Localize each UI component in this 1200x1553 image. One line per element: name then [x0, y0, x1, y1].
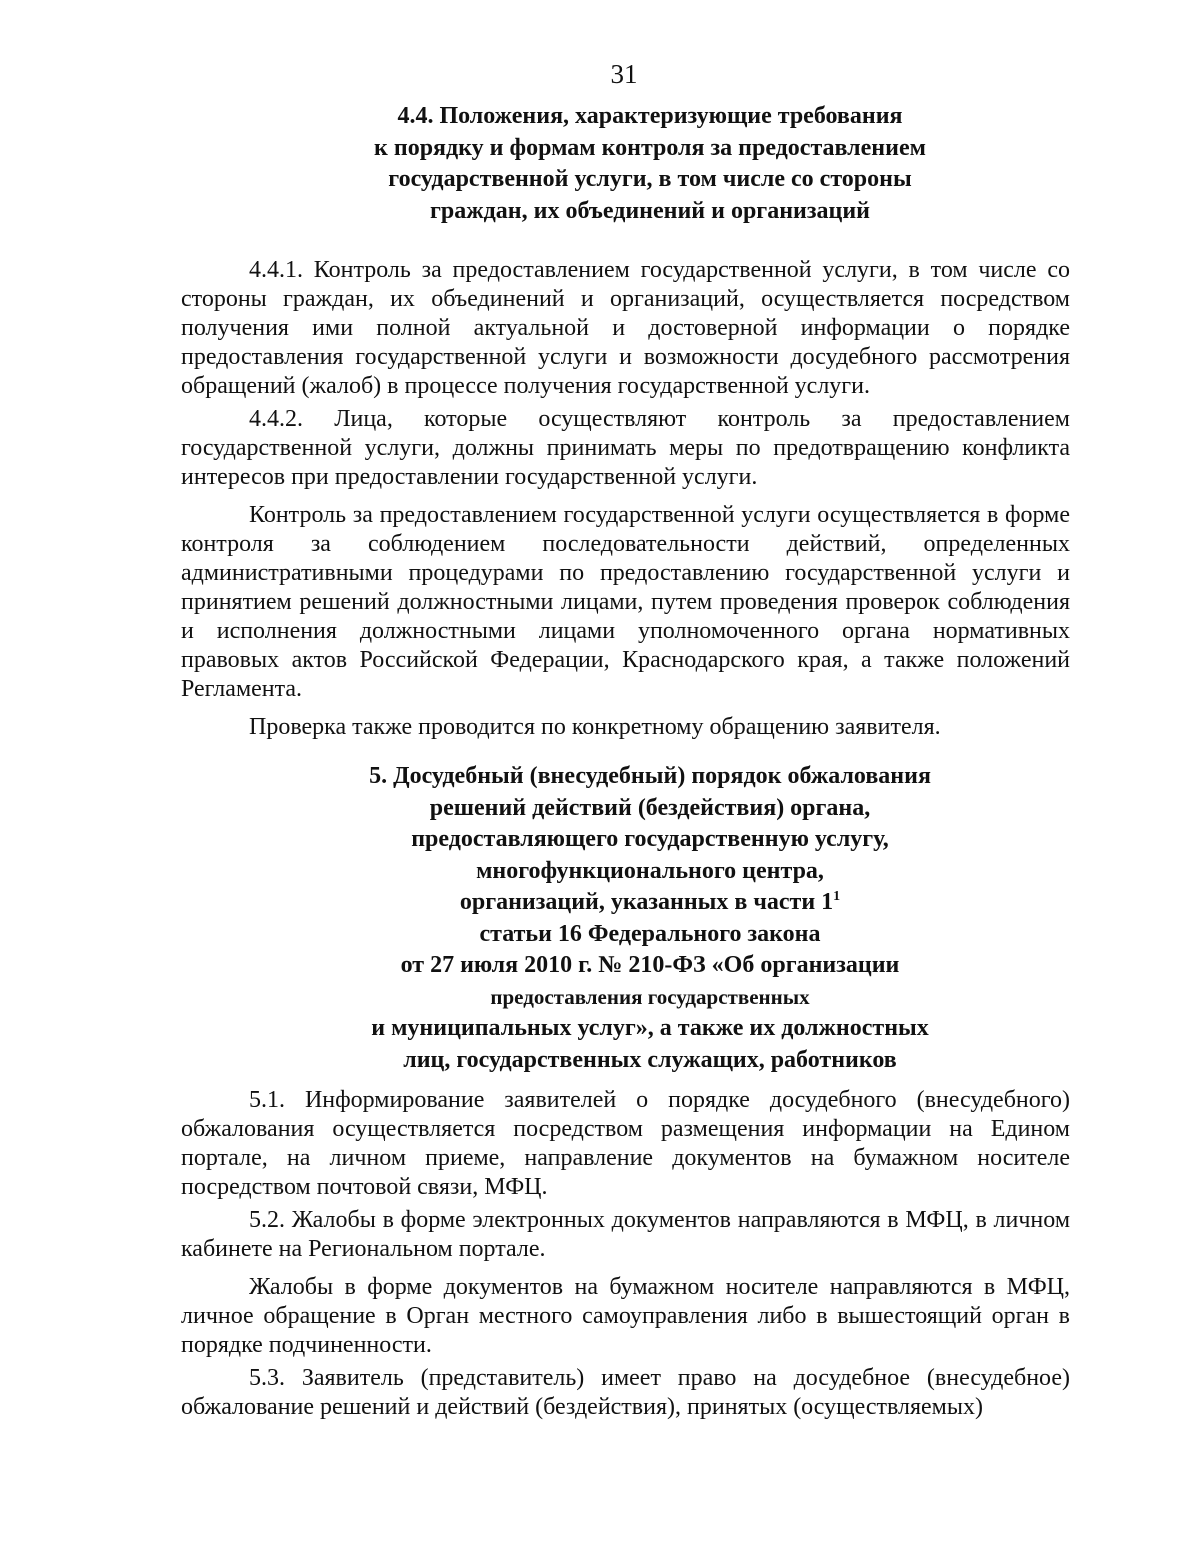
section-5-body: [181, 1086, 1070, 1422]
heading-line: решений действий (бездействия) органа,: [429, 794, 871, 821]
heading-line: статьи 16 Федерального закона: [479, 920, 821, 947]
paragraph-inspection: Проверка также проводится по конкретному обращению заявителя.: [249, 714, 941, 740]
heading-line: 5. Досудебный (внесудебный) порядок обжалования: [369, 763, 931, 789]
section-4-4-body: [181, 256, 1070, 742]
paragraph-5-2: 5.2. Жалобы в форме электронных документов направляются в МФЦ, в личном кабинете на Региональном портале.: [181, 1207, 1070, 1262]
section-4-4-heading: [0, 101, 1200, 227]
heading-line-with-superscript: [0, 887, 1200, 919]
heading-line: предоставляющего государственную услугу,: [411, 826, 889, 852]
paragraph-control: Контроль за предоставлением государственной услуги осуществляется в форме контроля за соблюдением последовательности действий, определенных административными процедурами по предоставлению государственной услуги и принятием решений должностными лицами, путем проведения проверок соблюдения и исполнения должностными лицами уполномоченного органа нормативных правовых актов Российской Федерации, Краснодарского края, а также положений Регламента.: [181, 502, 1070, 702]
heading-line: граждан, их объединений и организаций: [430, 197, 870, 224]
heading-line: многофункционального центра,: [476, 857, 824, 884]
paragraph-4-4-1: 4.4.1. Контроль за предоставлением государственной услуги, в том числе со стороны граждан, их объединений и организаций, осуществляется посредством получения ими полной актуальной и достоверной информации о порядке предоставления государственной услуги и возможности досудебного рассмотрения обращений (жалоб) в процессе получения государственной услуги.: [181, 257, 1070, 399]
paragraph-5-3: 5.3. Заявитель (представитель) имеет право на досудебное (внесудебное) обжалование решений и действий (бездействия), принятых (осуществляемых): [181, 1365, 1070, 1420]
heading-line: государственной услуги, в том числе со стороны: [388, 166, 912, 192]
page-number: 31: [610, 59, 638, 89]
heading-line: 4.4. Положения, характеризующие требования: [397, 103, 903, 129]
heading-line: и муниципальных услуг», а также их должностных: [371, 1015, 929, 1041]
heading-line: от 27 июля 2010 г. № 210-ФЗ «Об организации: [400, 952, 900, 978]
heading-line: предоставления государственных: [490, 984, 810, 1009]
paragraph-paper-complaints: Жалобы в форме документов на бумажном носителе направляются в МФЦ, личное обращение в Орган местного самоуправления либо в вышестоящий орган в порядке подчиненности.: [181, 1274, 1070, 1358]
heading-superscript: 1: [833, 889, 841, 904]
heading-line: лиц, государственных служащих, работников: [403, 1046, 897, 1073]
paragraph-4-4-2: 4.4.2. Лица, которые осуществляют контроль за предоставлением государственной услуги, должны принимать меры по предотвращению конфликта интересов при предоставлении государственной услуги.: [181, 406, 1070, 490]
paragraph-5-1: 5.1. Информирование заявителей о порядке досудебного (внесудебного) обжалования осуществляется посредством размещения информации на Едином портале, на личном приеме, направление документов на бумажном носителе посредством почтовой связи, МФЦ.: [181, 1087, 1070, 1200]
heading-line-text: организаций, указанных в части 1: [459, 889, 834, 915]
section-5-heading: [0, 761, 1200, 1076]
heading-line: к порядку и формам контроля за предоставлением: [374, 134, 926, 161]
